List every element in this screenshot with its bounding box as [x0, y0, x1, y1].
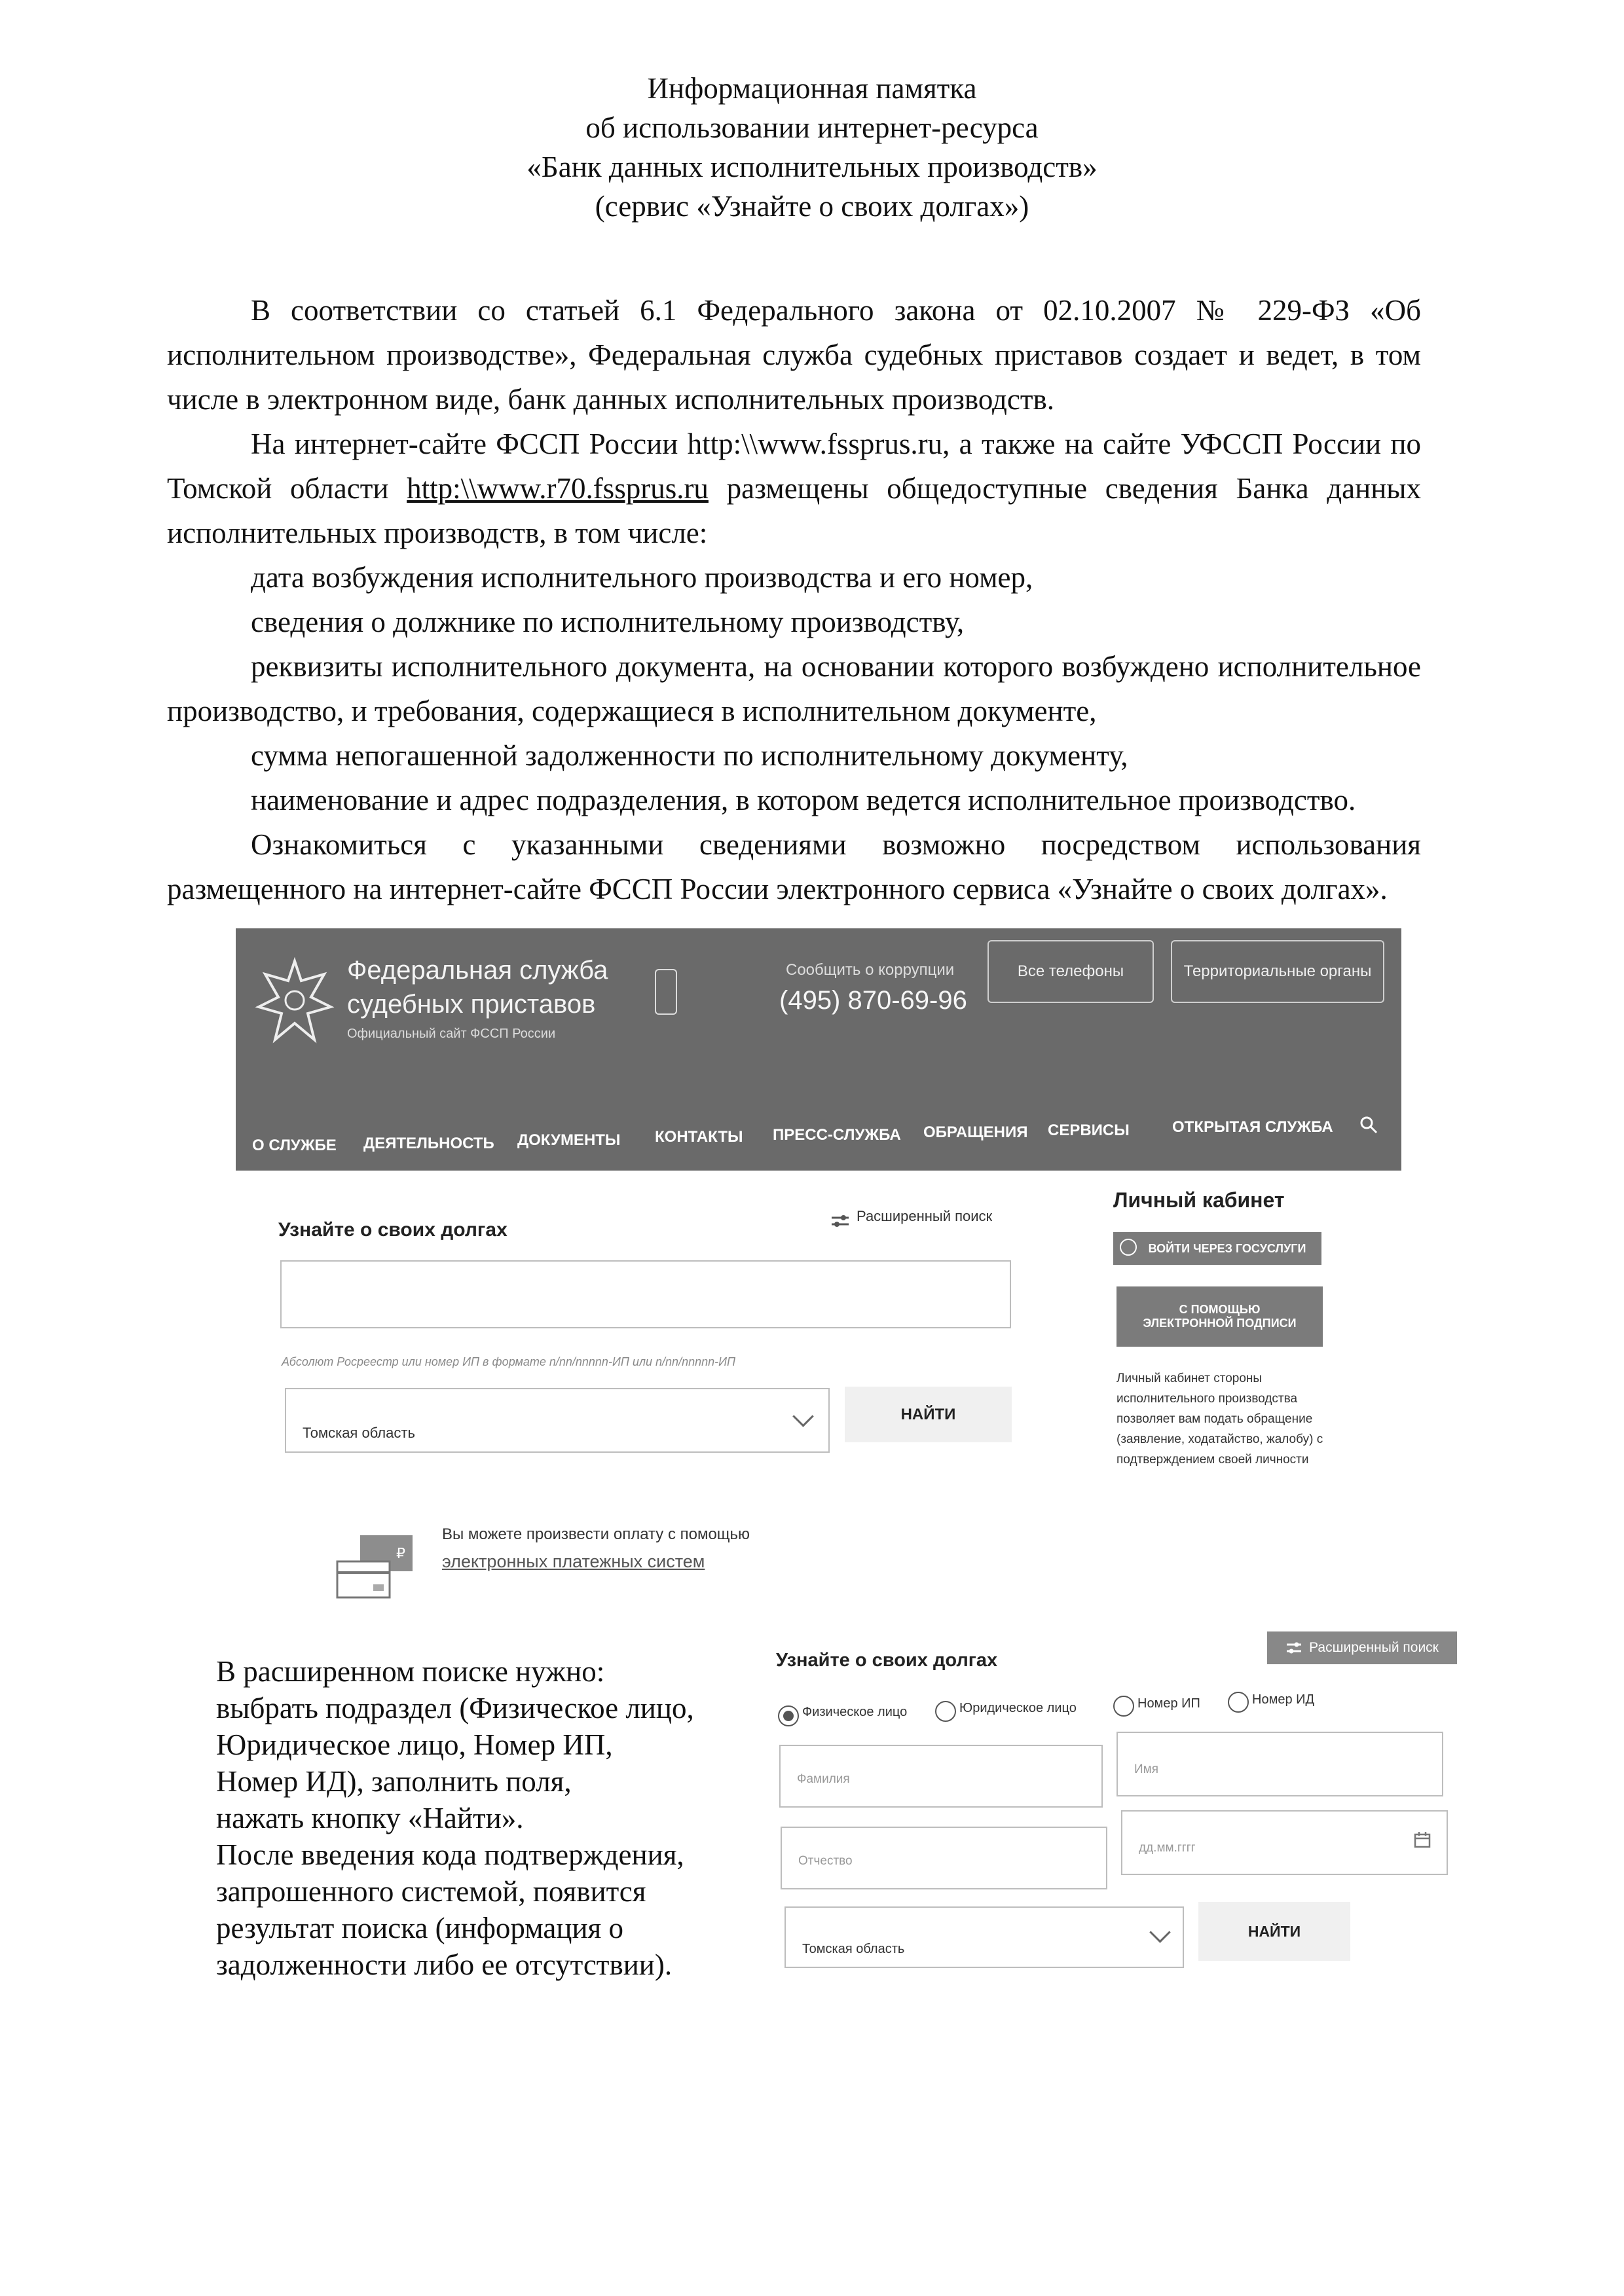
- list-item-document: реквизиты исполнительного документа, на основании которого возбуждено исполнительное производство, и требования, содержащиеся в исполнительном документе,: [167, 650, 1421, 727]
- title-line-4: (сервис «Узнайте о своих долгах»): [595, 190, 1029, 223]
- territorial-bodies-button[interactable]: Территориальные органы: [1171, 940, 1384, 1003]
- instruction-line-2: выбрать подраздел (Физическое лицо,: [216, 1692, 694, 1724]
- advanced-search-button-label: Расширенный поиск: [1309, 1640, 1439, 1655]
- nav-open-service[interactable]: ОТКРЫТАЯ СЛУЖБА: [1172, 1118, 1333, 1136]
- list-item-amount: сумма непогашенной задолженности по исполнительному документу,: [251, 739, 1128, 772]
- paragraph-sites: [167, 422, 1421, 555]
- site-header-screenshot: [236, 928, 1401, 1171]
- gosuslugi-icon: [1120, 1239, 1137, 1256]
- radio-ip-number-label: Номер ИП: [1137, 1696, 1200, 1711]
- cabinet-desc-line-4: (заявление, ходатайство, жалобу) с: [1116, 1432, 1323, 1446]
- find-button-advanced[interactable]: НАЙТИ: [1198, 1902, 1350, 1961]
- instruction-line-9: задолженности либо ее отсутствии).: [216, 1948, 673, 1981]
- all-phones-button[interactable]: Все телефоны: [987, 940, 1154, 1003]
- org-name-line-2: судебных приставов: [347, 990, 596, 1019]
- name-placeholder: Имя: [1134, 1762, 1159, 1776]
- advanced-search-instructions: [216, 1653, 766, 1983]
- find-button[interactable]: НАЙТИ: [845, 1387, 1012, 1442]
- date-field[interactable]: [1121, 1810, 1448, 1875]
- title-line-2: об использовании интернет-ресурса: [585, 111, 1039, 144]
- mini-logo-icon: [655, 969, 677, 1015]
- chevron-down-icon: [792, 1406, 814, 1427]
- chevron-down-icon: [1149, 1922, 1171, 1943]
- radio-ip-number[interactable]: [1113, 1696, 1134, 1717]
- nav-activity[interactable]: ДЕЯТЕЛЬНОСТЬ: [363, 1135, 494, 1152]
- name-field[interactable]: [1116, 1732, 1443, 1796]
- paragraph-service: Ознакомиться с указанными сведениями возможно посредством использования размещенного на интернет-сайте ФССП России электронного сервиса «Узнайте о своих долгах».: [167, 828, 1421, 905]
- cabinet-desc-line-3: позволяет вам подать обращение: [1116, 1412, 1313, 1426]
- main-nav: [236, 1099, 1401, 1164]
- radio-individual-label: Физическое лицо: [802, 1705, 908, 1719]
- radio-legal-entity[interactable]: [935, 1701, 956, 1722]
- region-select[interactable]: [285, 1388, 830, 1453]
- surname-placeholder: Фамилия: [797, 1772, 850, 1786]
- e-signature-login-button[interactable]: [1116, 1286, 1323, 1347]
- document-title: [0, 69, 1624, 226]
- nav-documents[interactable]: ДОКУМЕНТЫ: [517, 1131, 621, 1149]
- search-input[interactable]: [280, 1260, 1011, 1328]
- cabinet-description: [1116, 1368, 1323, 1470]
- search-icon[interactable]: [1359, 1115, 1378, 1135]
- radio-id-number-label: Номер ИД: [1252, 1692, 1315, 1707]
- cabinet-title: Личный кабинет: [1113, 1188, 1285, 1212]
- payment-text: Вы можете произвести оплату с помощью: [442, 1525, 750, 1543]
- nav-services[interactable]: СЕРВИСЫ: [1048, 1121, 1130, 1139]
- title-line-3: «Банк данных исполнительных производств»: [526, 151, 1098, 183]
- advanced-search-title: Узнайте о своих долгах: [776, 1650, 998, 1671]
- e-signature-label-2: ЭЛЕКТРОННОЙ ПОДПИСИ: [1143, 1317, 1297, 1330]
- instruction-line-8: результат поиска (информация о: [216, 1912, 624, 1944]
- radio-individual[interactable]: [778, 1705, 799, 1726]
- instruction-line-5: нажать кнопку «Найти».: [216, 1802, 524, 1834]
- cabinet-desc-line-2: исполнительного производства: [1116, 1392, 1298, 1406]
- radio-legal-entity-label: Юридическое лицо: [959, 1701, 1077, 1715]
- calendar-icon[interactable]: [1414, 1831, 1431, 1848]
- list-item-division: наименование и адрес подразделения, в котором ведется исполнительное производство.: [251, 784, 1356, 816]
- radio-id-number[interactable]: [1228, 1692, 1249, 1713]
- payment-cards-icon: [334, 1532, 419, 1601]
- patronymic-placeholder: Отчество: [798, 1854, 853, 1868]
- sites-text-a: На интернет-сайте ФССП России http:\\www.fssprus.ru, а также на сайте УФССП России по Томской области: [167, 428, 1421, 505]
- sites-text-b: размещены общедоступные сведения Банка данных исполнительных производств, в том числе:: [167, 472, 1422, 549]
- list-item-debtor: сведения о должнике по исполнительному производству,: [251, 606, 965, 638]
- nav-contacts[interactable]: КОНТАКТЫ: [655, 1128, 743, 1146]
- cabinet-desc-line-5: подтверждением своей личности: [1116, 1453, 1309, 1467]
- eagle-emblem-icon: [252, 955, 337, 1046]
- search-hint: Абсолют Росреестр или номер ИП в формате n/nn/nnnnn-ИП или n/nn/nnnnn-ИП: [282, 1355, 736, 1368]
- svg-text:₽: ₽: [396, 1545, 405, 1561]
- cabinet-desc-line-1: Личный кабинет стороны: [1116, 1372, 1263, 1385]
- region-select-value: Томская область: [303, 1425, 415, 1441]
- advanced-search-link[interactable]: Расширенный поиск: [857, 1208, 993, 1224]
- filter-icon: [830, 1212, 850, 1230]
- org-subtitle: Официальный сайт ФССП России: [347, 1027, 556, 1041]
- instruction-line-1: В расширенном поиске нужно:: [216, 1655, 605, 1688]
- date-placeholder: дд.мм.гггг: [1139, 1841, 1196, 1855]
- title-line-1: Информационная памятка: [647, 72, 977, 105]
- instruction-line-6: После введения кода подтверждения,: [216, 1838, 684, 1871]
- regional-site-link[interactable]: http:\\www.r70.fssprus.ru: [407, 472, 709, 505]
- region-select-advanced[interactable]: [784, 1906, 1184, 1968]
- instruction-line-3: Юридическое лицо, Номер ИП,: [216, 1728, 613, 1761]
- payment-systems-link[interactable]: электронных платежных систем: [442, 1552, 705, 1571]
- instruction-line-7: запрошенного системой, появится: [216, 1875, 646, 1908]
- org-name: [347, 953, 608, 1021]
- paragraph-law: В соответствии со статьей 6.1 Федерального закона от 02.10.2007 № 229-ФЗ «Об исполнительном производстве», Федеральная служба судебных приставов создает и ведет, в том числе в электронном виде, банк данных исполнительных производств.: [167, 294, 1421, 416]
- e-signature-label-1: С ПОМОЩЬЮ: [1179, 1303, 1261, 1316]
- gosuslugi-login-button[interactable]: [1113, 1232, 1321, 1265]
- advanced-search-button[interactable]: [1267, 1631, 1457, 1664]
- region-select-advanced-value: Томская область: [802, 1942, 905, 1956]
- filter-icon: [1285, 1641, 1302, 1655]
- nav-about[interactable]: О СЛУЖБЕ: [252, 1137, 337, 1154]
- surname-field[interactable]: [779, 1745, 1103, 1808]
- corruption-link[interactable]: Сообщить о коррупции: [786, 961, 955, 979]
- document-body: [167, 288, 1421, 911]
- nav-press[interactable]: ПРЕСС-СЛУЖБА: [773, 1126, 901, 1144]
- instruction-line-4: Номер ИД), заполнить поля,: [216, 1765, 572, 1798]
- search-title: Узнайте о своих долгах: [278, 1219, 507, 1241]
- nav-appeals[interactable]: ОБРАЩЕНИЯ: [923, 1123, 1028, 1141]
- org-name-line-1: Федеральная служба: [347, 956, 608, 985]
- gosuslugi-label: ВОЙТИ ЧЕРЕЗ ГОСУСЛУГИ: [1148, 1241, 1306, 1255]
- list-item-date: дата возбуждения исполнительного производства и его номер,: [251, 561, 1033, 594]
- phone-number[interactable]: (495) 870-69-96: [779, 986, 967, 1015]
- patronymic-field[interactable]: [781, 1827, 1107, 1889]
